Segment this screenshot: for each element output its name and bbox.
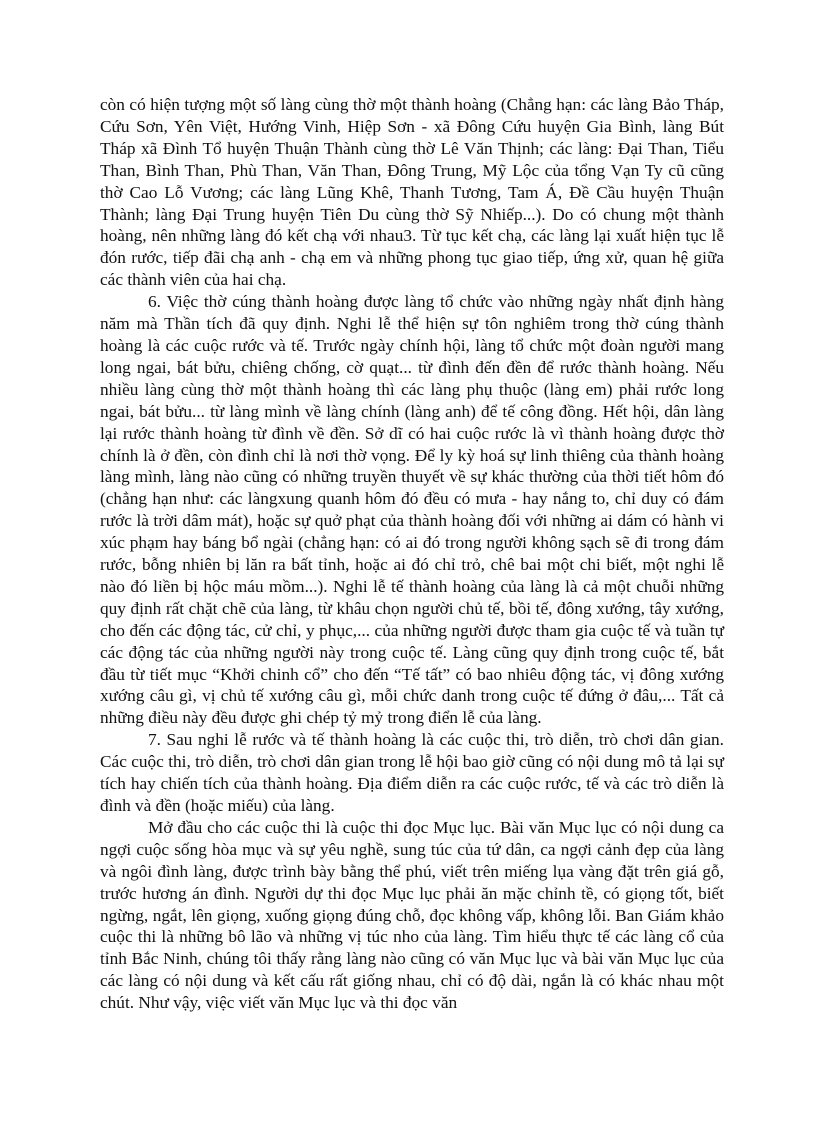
document-page [100, 94, 724, 1014]
paragraph-muc-luc-contest: Mở đầu cho các cuộc thi là cuộc thi đọc Mục lục. Bài văn Mục lục có nội dung ca ngợi cuộc sống hòa mục và sự yêu nghề, sung túc của tứ dân, ca ngợi cảnh đẹp của làng và ngôi đình làng, được trình bày bằng thể phú, viết trên miếng lụa vàng đặt trên giá gỗ, trước hương án đình. Người dự thi đọc Mục lục phải ăn mặc chỉnh tề, có giọng tốt, biết ngừng, ngắt, lên giọng, xuống giọng đúng chỗ, đọc không vấp, không lỗi. Ban Giám khảo cuộc thi là những bô lão và những vị túc nho của làng. Tìm hiểu thực tế các làng cổ của tỉnh Bắc Ninh, chúng tôi thấy rằng làng nào cũng có văn Mục lục và bài văn Mục lục của các làng có nội dung và kết cấu rất giống nhau, chỉ có độ dài, ngắn là có khác nhau một chút. Như vậy, việc viết văn Mục lục và thi đọc văn [100, 817, 724, 1013]
paragraph-section-7-folk-games: 7. Sau nghi lễ rước và tế thành hoàng là các cuộc thi, trò diễn, trò chơi dân gian. Các cuộc thi, trò diễn, trò chơi dân gian trong lễ hội bao giờ cũng có nội dung mô tả lại sự tích hay chiến tích của thành hoàng. Địa điểm diễn ra các cuộc rước, tế và các trò diễn là đình và đền (hoặc miếu) của làng. [100, 730, 724, 815]
paragraph-section-6-worship-rituals: 6. Việc thờ cúng thành hoàng được làng tổ chức vào những ngày nhất định hàng năm mà Thần tích đã quy định. Nghi lễ thể hiện sự tôn nghiêm trong thờ cúng thành hoàng là các cuộc rước và tế. Trước ngày chính hội, làng tổ chức một đoàn người mang long ngai, bát bửu, chiêng chống, cờ quạt... từ đình đến đền để rước thành hoàng. Nếu nhiều làng cùng thờ một thành hoàng thì các làng phụ thuộc (làng em) phải rước long ngai, bát bửu... từ làng mình về làng chính (làng anh) để tế công đồng. Hết hội, dân làng lại rước thành hoàng từ đình về đền. Sở dĩ có hai cuộc rước là vì thành hoàng được thờ chính là ở đền, còn đình chỉ là nơi thờ vọng. Để ly kỳ hoá sự linh thiêng của thành hoàng làng mình, làng nào cũng có những truyền thuyết về sự khác thường của thời tiết hôm đó (chẳng hạn như: các làngxung quanh hôm đó đều có mưa - hay nắng to, chỉ duy có đám rước là trời dâm mát), hoặc sự quở phạt của thành hoàng đối với những ai dám có hành vi xúc phạm hay báng bổ ngài (chẳng hạn: có ai đó trong người không sạch sẽ đi trong đám rước, bỗng nhiên bị lăn ra bất tỉnh, hoặc ai đó chỉ trỏ, chê bai một chi biết, một nghi lễ nào đó liền bị hộc máu mồm...). Nghi lễ tế thành hoàng của làng là cả một chuỗi những quy định rất chặt chẽ của làng, từ khâu chọn người chủ tế, bồi tế, đông xướng, tây xướng, cho đến các động tác, cử chỉ, y phục,... của những người được tham gia cuộc tế và tuần tự các động tác của những người này trong cuộc tế. Làng cũng quy định trong cuộc tế, bắt đầu từ tiết mục “Khởi chinh cổ” cho đến “Tế tất” có bao nhiêu động tác, vị đông xướng xướng câu gì, vị chủ tế xướng câu gì, mỗi chức danh trong cuộc tế đứng ở đâu,... Tất cả những điều này đều được ghi chép tỷ mỷ trong điển lễ của làng. [100, 292, 724, 728]
paragraph-village-guardian-shared: còn có hiện tượng một số làng cùng thờ một thành hoàng (Chẳng hạn: các làng Bảo Tháp, Cứu Sơn, Yên Việt, Hướng Vinh, Hiệp Sơn - xã Đông Cứu huyện Gia Bình, làng Bút Tháp xã Đình Tổ huyện Thuận Thành cùng thờ Lê Văn Thịnh; các làng: Đại Than, Tiểu Than, Bình Than, Phù Than, Văn Than, Đông Trung, Mỹ Lộc của tổng Vạn Ty cũ cũng thờ Cao Lỗ Vương; các làng Lũng Khê, Thanh Tương, Tam Á, Đề Cầu huyện Thuận Thành; làng Đại Trung huyện Tiên Du cùng thờ Sỹ Nhiếp...). Do có chung một thành hoàng, nên những làng đó kết chạ với nhau3. Từ tục kết chạ, các làng lại xuất hiện tục lễ đón rước, tiếp đãi chạ anh - chạ em và những phong tục giao tiếp, ứng xử, quan hệ giữa các thành viên của hai chạ. [100, 95, 724, 290]
